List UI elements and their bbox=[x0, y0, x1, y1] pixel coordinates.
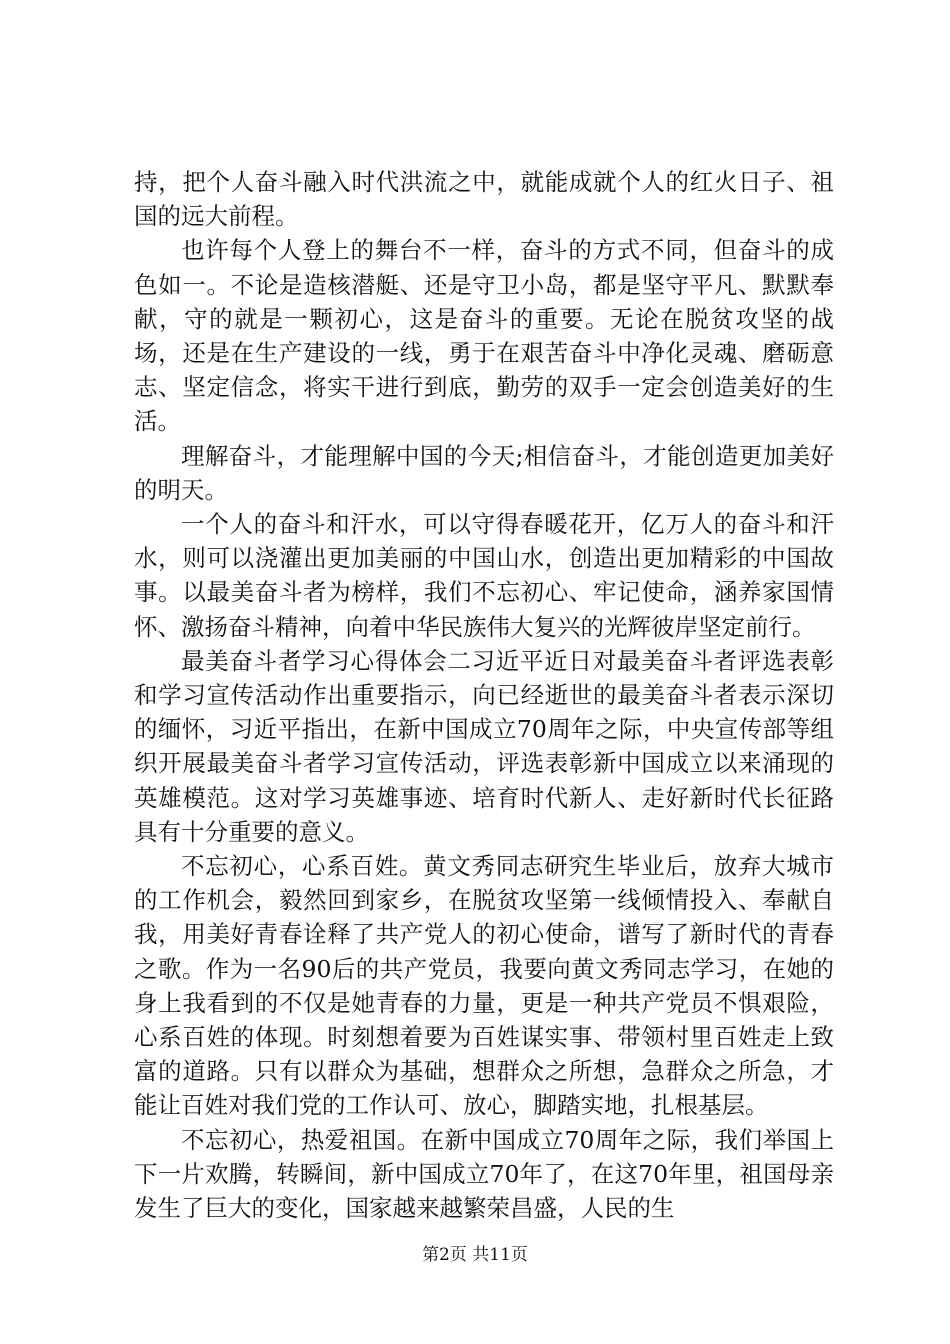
document-body bbox=[134, 165, 834, 1225]
paragraph-continuation: 持，把个人奋斗融入时代洪流之中，就能成就个人的红火日子、祖国的远大前程。 bbox=[134, 168, 834, 231]
paragraph: 不忘初心，心系百姓。黄文秀同志研究生毕业后，放弃大城市的工作机会，毅然回到家乡，在脱贫攻坚第一线倾情投入、奉献自我，用美好青春诠释了共产党人的初心使命，谱写了新时代的青春之歌。作为一名90后的共产党员，我要向黄文秀同志学习，在她的身上我看到的不仅是她青春的力量，更是一种共产党员不惧艰险，心系百姓的体现。时刻想着要为百姓谋实事、带领村里百姓走上致富的道路。只有以群众为基础，想群众之所想，急群众之所急，才能让百姓对我们党的工作认可、放心，脚踏实地，扎根基层。 bbox=[134, 852, 834, 1120]
paragraph: 不忘初心，热爱祖国。在新中国成立70周年之际，我们举国上下一片欢腾，转瞬间，新中国成立70年了，在这70年里，祖国母亲发生了巨大的变化，国家越来越繁荣昌盛，人民的生 bbox=[134, 1125, 834, 1223]
paragraph: 最美奋斗者学习心得体会二习近平近日对最美奋斗者评选表彰和学习宣传活动作出重要指示，向已经逝世的最美奋斗者表示深切的缅怀，习近平指出，在新中国成立70周年之际，中央宣传部等组织开展最美奋斗者学习宣传活动，评选表彰新中国成立以来涌现的英雄模范。这对学习英雄事迹、培育时代新人、走好新时代长征路具有十分重要的意义。 bbox=[134, 646, 834, 846]
paragraph: 一个人的奋斗和汗水，可以守得春暖花开，亿万人的奋斗和汗水，则可以浇灌出更加美丽的中国山水，创造出更加精彩的中国故事。以最美奋斗者为榜样，我们不忘初心、牢记使命，涵养家国情怀、激扬奋斗精神，向着中华民族伟大复兴的光辉彼岸坚定前行。 bbox=[134, 510, 834, 641]
page-number-footer: 第2页 共11页 bbox=[422, 1245, 528, 1265]
paragraph: 也许每个人登上的舞台不一样，奋斗的方式不同，但奋斗的成色如一。不论是造核潜艇、还是守卫小岛，都是坚守平凡、默默奉献，守的就是一颗初心，这是奋斗的重要。无论在脱贫攻坚的战场，还是在生产建设的一线，勇于在艰苦奋斗中净化灵魂、磨砺意志、坚定信念，将实干进行到底，勤劳的双手一定会创造美好的生活。 bbox=[134, 236, 834, 436]
paragraph: 理解奋斗，才能理解中国的今天;相信奋斗，才能创造更加美好的明天。 bbox=[134, 441, 834, 504]
